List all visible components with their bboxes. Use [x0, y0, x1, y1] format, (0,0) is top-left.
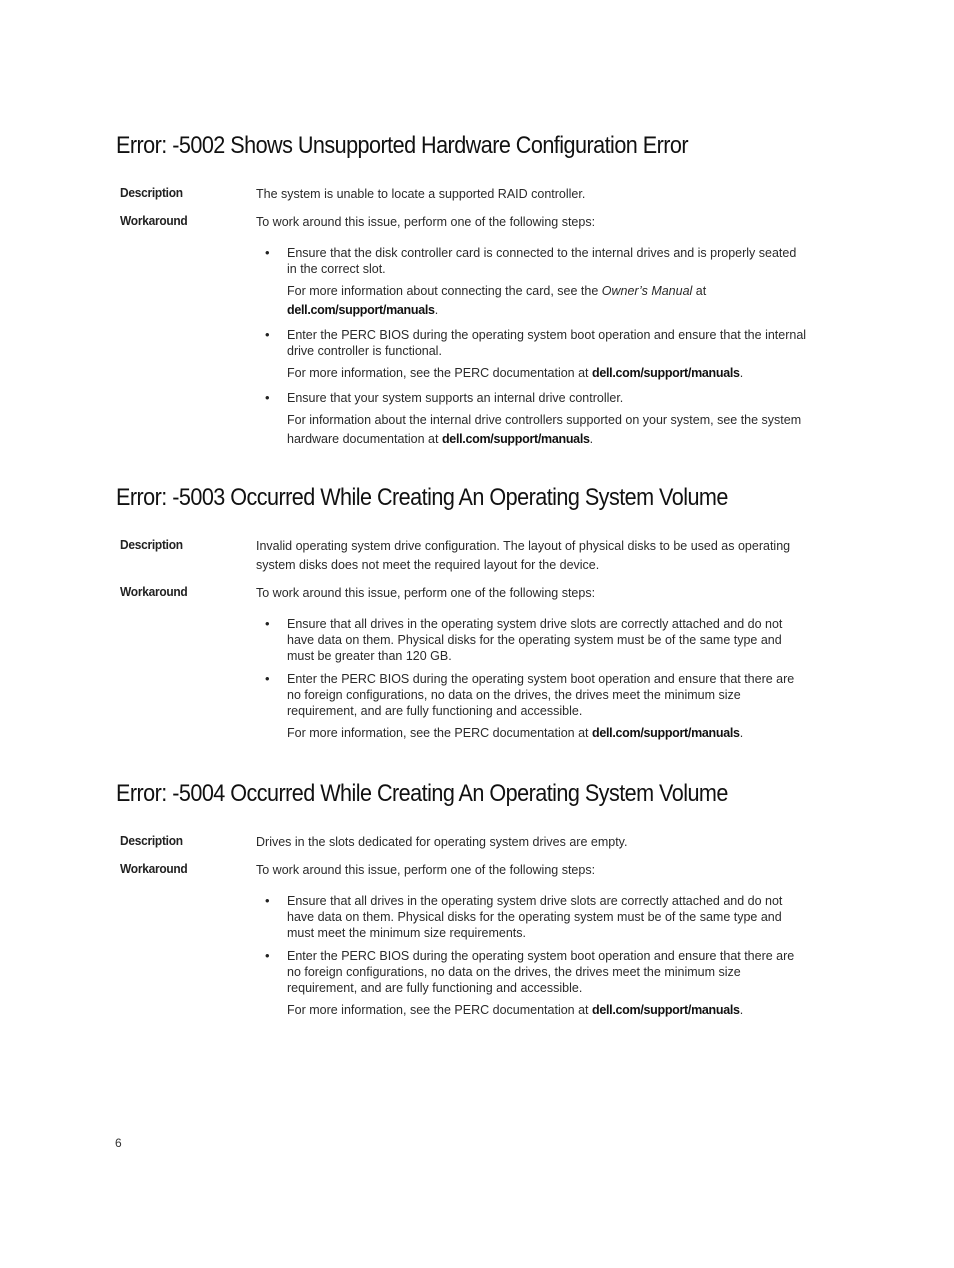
bullet-icon: • [265, 893, 270, 908]
step-text: Enter the PERC BIOS during the operating system boot operation and ensure that the internal drive controller is functional. [287, 328, 807, 358]
manuals-link[interactable]: dell.com/support/manuals [287, 303, 435, 317]
description-label: Description [120, 185, 183, 200]
workaround-intro: To work around this issue, perform one of the following steps: [256, 215, 596, 229]
bullet-icon: • [265, 671, 270, 686]
bullet-icon: • [265, 390, 270, 405]
workaround-label: Workaround [120, 213, 188, 228]
step-text: Ensure that your system supports an internal drive controller. [287, 391, 624, 405]
description-row [116, 537, 816, 575]
bullet-icon: • [265, 327, 270, 342]
section-error-5002 [116, 131, 816, 456]
owners-manual-title: Owner’s Manual [601, 284, 693, 298]
workaround-steps [265, 616, 807, 743]
bullet-icon: • [265, 245, 270, 260]
workaround-label: Workaround [120, 861, 188, 876]
step-note [287, 1001, 807, 1020]
manuals-link[interactable]: dell.com/support/manuals [592, 726, 740, 740]
section-error-5004 [116, 779, 816, 1027]
section-error-5003 [116, 483, 816, 750]
workaround-row [116, 213, 816, 232]
section-heading: Error: -5004 Occurred While Creating An Operating System Volume [116, 780, 728, 807]
description-text: Invalid operating system drive configuration. The layout of physical disks to be used as operating system disks does not meet the required layout for the device. [256, 539, 791, 572]
step-note [287, 724, 807, 743]
page-number: 6 [115, 1136, 122, 1150]
step-text: Ensure that the disk controller card is connected to the internal drives and is properly seated in the correct slot. [287, 246, 797, 276]
step-text: Enter the PERC BIOS during the operating system boot operation and ensure that there are no foreign configurations, no data on the drives, the drives meet the minimum size requirement, and are fully functioning and accessible. [287, 949, 795, 995]
description-text: The system is unable to locate a supported RAID controller. [256, 187, 586, 201]
manuals-link[interactable]: dell.com/support/manuals [441, 432, 590, 446]
list-item [265, 245, 807, 320]
step-text: Enter the PERC BIOS during the operating system boot operation and ensure that there are no foreign configurations, no data on the drives, the drives meet the minimum size requirement, and are fully functioning and accessible. [287, 672, 795, 718]
note-text: For more information, see the PERC documentation at [287, 366, 593, 380]
step-text: Ensure that all drives in the operating system drive slots are correctly attached and do not have data on them. Physical disks for the operating system must be of the same type and must be greater than 120 GB. [287, 617, 783, 663]
bullet-icon: • [265, 948, 270, 963]
note-text: at [692, 284, 707, 298]
list-item [265, 327, 807, 383]
description-row [116, 185, 816, 204]
note-text: . [739, 726, 744, 740]
note-text: For more information, see the PERC documentation at [287, 1003, 593, 1017]
list-item [265, 893, 807, 941]
workaround-row [116, 584, 816, 603]
step-note [287, 282, 807, 320]
note-text: For more information, see the PERC documentation at [287, 726, 593, 740]
note-text: . [434, 303, 439, 317]
workaround-intro: To work around this issue, perform one of the following steps: [256, 863, 596, 877]
workaround-steps [265, 245, 807, 449]
workaround-row [116, 861, 816, 880]
note-text: For more information about connecting the card, see the [287, 284, 602, 298]
bullet-icon: • [265, 616, 270, 631]
description-label: Description [120, 537, 183, 552]
list-item [265, 616, 807, 664]
list-item [265, 390, 807, 449]
manuals-link[interactable]: dell.com/support/manuals [592, 366, 740, 380]
list-item [265, 671, 807, 743]
note-text: For information about the internal drive controllers supported on your system, see the system hardware documentation at [287, 413, 802, 446]
note-text: . [739, 366, 744, 380]
step-text: Ensure that all drives in the operating system drive slots are correctly attached and do not have data on them. Physical disks for the operating system must be of the same type and must meet the minimum size requirements. [287, 894, 783, 940]
list-item [265, 948, 807, 1020]
section-heading: Error: -5003 Occurred While Creating An Operating System Volume [116, 484, 728, 511]
section-heading: Error: -5002 Shows Unsupported Hardware Configuration Error [116, 132, 689, 159]
description-row [116, 833, 816, 852]
note-text: . [589, 432, 594, 446]
note-text: . [739, 1003, 744, 1017]
description-label: Description [120, 833, 183, 848]
description-text: Drives in the slots dedicated for operating system drives are empty. [256, 835, 628, 849]
workaround-label: Workaround [120, 584, 188, 599]
step-note [287, 364, 807, 383]
step-note [287, 411, 807, 449]
workaround-steps [265, 893, 807, 1020]
manuals-link[interactable]: dell.com/support/manuals [592, 1003, 740, 1017]
workaround-intro: To work around this issue, perform one of the following steps: [256, 586, 596, 600]
